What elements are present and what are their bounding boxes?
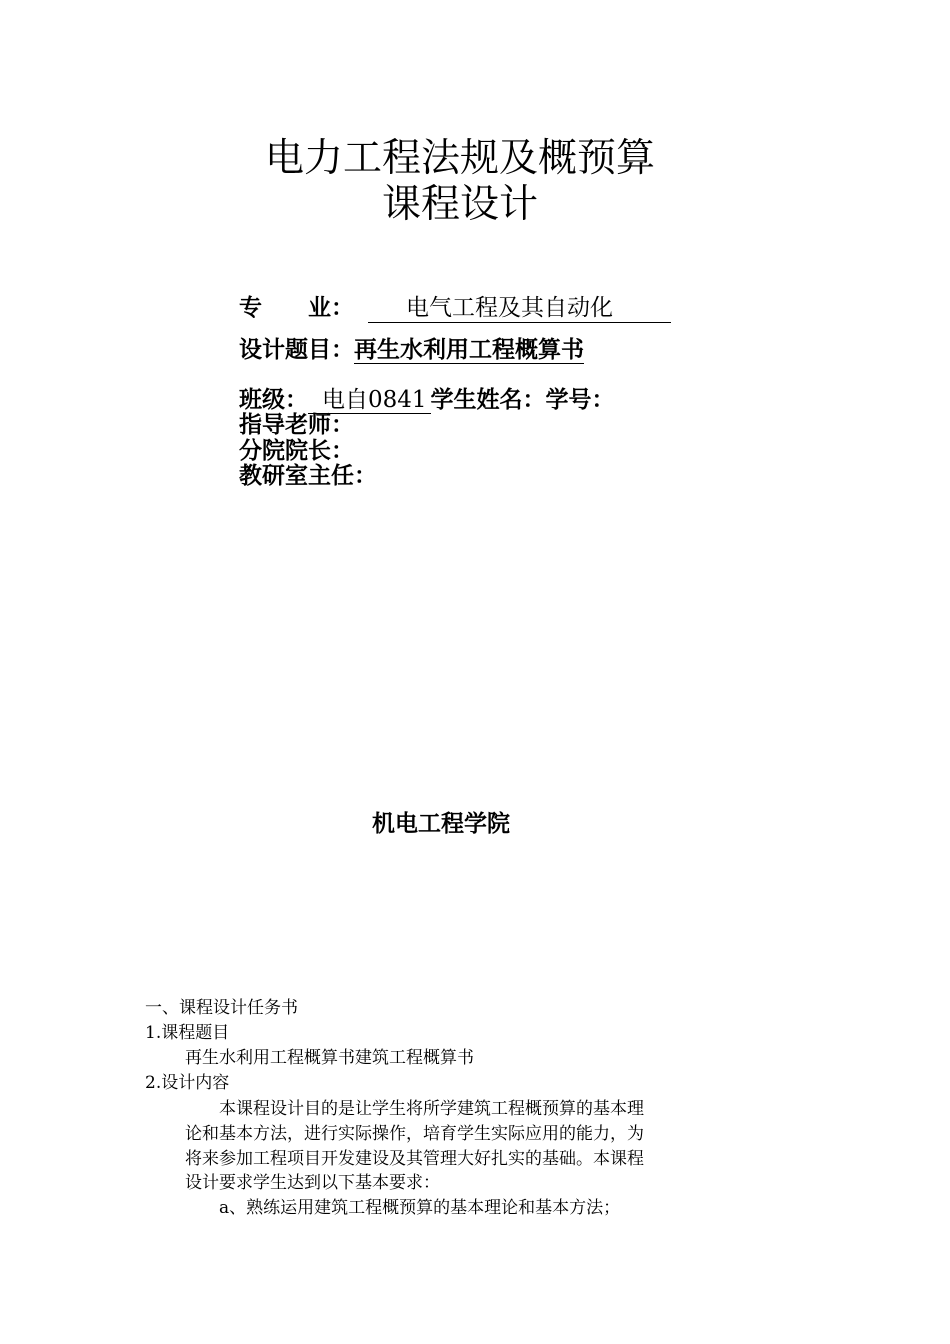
topic-row <box>239 336 584 364</box>
student-name-label: 学生姓名： <box>430 387 546 413</box>
topic-label: 设计题目： <box>239 337 354 363</box>
item2-heading: 2.设计内容 <box>145 1073 230 1093</box>
paragraph-line-3: 将来参加工程项目开发建设及其管理大好扎实的基础。本课程 <box>185 1149 644 1169</box>
cover-title-line1: 电力工程法规及概预算 <box>264 136 655 181</box>
dean-label: 分院院长： <box>239 438 354 464</box>
topic-value: 再生水利用工程概算书 <box>354 337 584 363</box>
class-row <box>239 386 615 414</box>
paragraph-line-4: 设计要求学生达到以下基本要求： <box>185 1173 440 1193</box>
item1-heading: 1.课程题目 <box>145 1023 230 1043</box>
advisor-label: 指导老师： <box>239 412 354 438</box>
paragraph-line-2: 论和基本方法，进行实际操作，培育学生实际应用的能力，为 <box>185 1124 644 1144</box>
requirement-a: a、熟练运用建筑工程概预算的基本理论和基本方法； <box>219 1198 621 1218</box>
class-value: 电自0841 <box>308 387 431 414</box>
student-id-label: 学号： <box>545 387 615 413</box>
class-label: 班级： <box>239 387 308 413</box>
major-value-field <box>368 294 671 323</box>
cover-title-line2: 课程设计 <box>381 182 538 227</box>
paragraph-line-1: 本课程设计目的是让学生将所学建筑工程概预算的基本理 <box>219 1099 644 1119</box>
college-name: 机电工程学院 <box>372 811 510 837</box>
director-label: 教研室主任： <box>239 463 377 489</box>
item1-text: 再生水利用工程概算书建筑工程概算书 <box>185 1048 474 1068</box>
major-value: 电气工程及其自动化 <box>406 295 613 321</box>
section-heading: 一、课程设计任务书 <box>145 998 298 1018</box>
major-label: 专 业： <box>239 295 354 321</box>
